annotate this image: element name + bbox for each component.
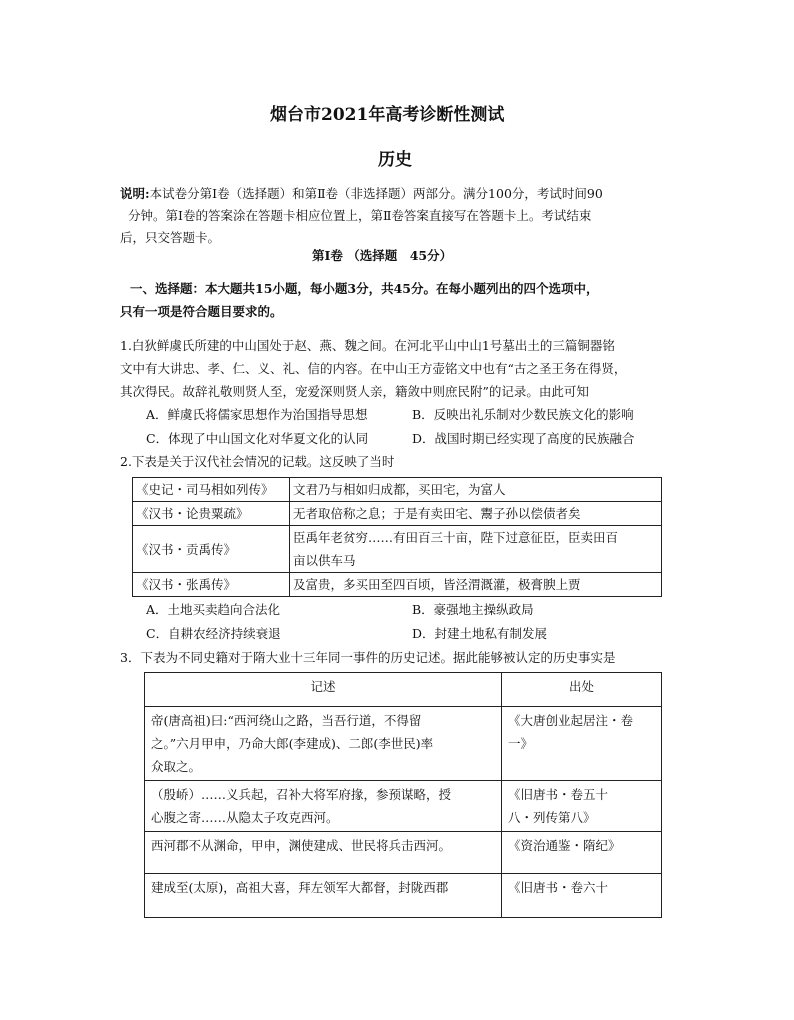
q3-source-line: 一》 bbox=[508, 736, 534, 751]
q2-option-d[interactable]: D．封建土地私有制发展 bbox=[412, 626, 548, 641]
q2-text-cell: 无者取倍称之息；于是有卖田宅、鬻子孙以偿债者矣 bbox=[290, 502, 662, 526]
q1-option-a[interactable]: A．鲜虞氏将儒家思想作为治国指导思想 bbox=[146, 407, 368, 422]
q2-option-b[interactable]: B．豪强地主操纵政局 bbox=[412, 602, 534, 617]
q3-table bbox=[144, 672, 662, 918]
q3-source-cell bbox=[502, 707, 662, 781]
table-row bbox=[145, 874, 662, 918]
q3-header-record: 记述 bbox=[145, 673, 502, 707]
q3-stem: 3．下表为不同史籍对于隋大业十三年同一事件的历史记述。据此能够被认定的历史事实是 bbox=[120, 650, 616, 665]
q3-record-line: 建成至(太原)，高祖大喜，拜左领军大都督，封陇西郡 bbox=[151, 880, 449, 895]
q3-source-cell bbox=[502, 874, 662, 918]
q2-text-cell bbox=[290, 526, 662, 573]
section-title: 第Ⅰ卷 （选择题 45分） bbox=[312, 248, 453, 263]
exam-title: 烟台市2021年高考诊断性测试 bbox=[270, 105, 505, 125]
q3-record-line: 心腹之寄……从隐太子攻克西河。 bbox=[151, 810, 339, 825]
q3-source-line: 八・列传第八》 bbox=[508, 810, 596, 825]
q3-source-line: 《资治通鉴・隋纪》 bbox=[508, 838, 621, 853]
q2-text-cell: 及富贵，多买田至四百顷，皆泾渭溉灌，极膏腴上贾 bbox=[290, 573, 662, 597]
instructions-text-1: 本试卷分第Ⅰ卷（选择题）和第Ⅱ卷（非选择题）两部分。满分100分，考试时间90 bbox=[149, 186, 603, 201]
q2-source-cell: 《史记・司马相如列传》 bbox=[133, 478, 290, 502]
table-row bbox=[133, 502, 662, 526]
table-row bbox=[133, 478, 662, 502]
subject-title: 历史 bbox=[378, 150, 412, 170]
q3-record-line: （殷峤）……义兵起，召补大将军府掾，参预谋略，授 bbox=[151, 787, 452, 802]
q2-source-cell: 《汉书・张禹传》 bbox=[133, 573, 290, 597]
q3-record-cell bbox=[145, 874, 502, 918]
q1-stem-line-2: 文中有大讲忠、孝、仁、义、礼、信的内容。在中山王方壶铭文中也有“古之圣王务在得贤， bbox=[120, 361, 627, 376]
q2-text-line: 亩以供车马 bbox=[293, 553, 356, 568]
q2-table bbox=[132, 477, 662, 597]
q2-option-c[interactable]: C．自耕农经济持续衰退 bbox=[146, 626, 281, 641]
q3-record-line: 众取之。 bbox=[151, 759, 202, 774]
q3-source-line: 《大唐创业起居注・卷 bbox=[508, 713, 634, 728]
q3-record-cell bbox=[145, 832, 502, 874]
instructions-label: 说明: bbox=[120, 186, 150, 201]
instructions-line-1 bbox=[120, 182, 603, 206]
q1-stem-line-3: 其次得民。故辞礼敬则贤人至，宠爱深则贤人亲，籍敛中则庶民附”的记录。由此可知 bbox=[120, 384, 589, 399]
q2-source-cell: 《汉书・贡禹传》 bbox=[133, 526, 290, 573]
section-desc-2: 只有一项是符合题目要求的。 bbox=[120, 304, 283, 319]
q2-stem: 2.下表是关于汉代社会情况的记载。这反映了当时 bbox=[120, 454, 395, 469]
instructions-line-2: 分钟。第Ⅰ卷的答案涂在答题卡相应位置上，第Ⅱ卷答案直接写在答题卡上。考试结束 bbox=[128, 208, 592, 223]
table-header-row bbox=[145, 673, 662, 707]
q3-record-line: 帝(唐高祖)曰:“西河绕山之路，当吾行道，不得留 bbox=[151, 713, 422, 728]
q3-record-line: 西河郡不从渊命，甲申，渊使建成、世民将兵击西河。 bbox=[151, 838, 452, 853]
table-row bbox=[145, 781, 662, 832]
instructions-line-3: 后，只交答题卡。 bbox=[120, 230, 221, 245]
q2-text-line: 臣禹年老贫穷……有田百三十亩，陛下过意征臣，臣卖田百 bbox=[293, 530, 619, 545]
q3-source-line: 《旧唐书・卷六十 bbox=[508, 880, 609, 895]
q1-option-b[interactable]: B．反映出礼乐制对少数民族文化的影响 bbox=[412, 407, 634, 422]
q1-option-c[interactable]: C．体现了中山国文化对华夏文化的认同 bbox=[146, 431, 369, 446]
q2-text-cell: 文君乃与相如归成都，买田宅，为富人 bbox=[290, 478, 662, 502]
q3-source-cell bbox=[502, 781, 662, 832]
q3-record-cell bbox=[145, 707, 502, 781]
q1-stem-line-1: 1.白狄鲜虞氏所建的中山国处于赵、燕、魏之间。在河北平山中山1号墓出土的三篇铜器铭 bbox=[120, 338, 615, 353]
q2-option-a[interactable]: A．土地买卖趋向合法化 bbox=[146, 602, 281, 617]
q3-source-cell bbox=[502, 832, 662, 874]
q2-source-cell: 《汉书・论贵粟疏》 bbox=[133, 502, 290, 526]
table-row bbox=[133, 526, 662, 573]
table-row bbox=[145, 832, 662, 874]
q3-record-line: 之。”六月甲申，乃命大郎(李建成)、二郎(李世民)率 bbox=[151, 736, 434, 751]
q1-option-d[interactable]: D．战国时期已经实现了高度的民族融合 bbox=[412, 431, 635, 446]
table-row bbox=[145, 707, 662, 781]
q3-record-cell bbox=[145, 781, 502, 832]
table-row bbox=[133, 573, 662, 597]
q3-source-line: 《旧唐书・卷五十 bbox=[508, 787, 609, 802]
section-desc-1: 一、选择题：本大题共15小题，每小题3分，共45分。在每小题列出的四个选项中， bbox=[130, 281, 599, 296]
q3-header-source: 出处 bbox=[502, 673, 662, 707]
